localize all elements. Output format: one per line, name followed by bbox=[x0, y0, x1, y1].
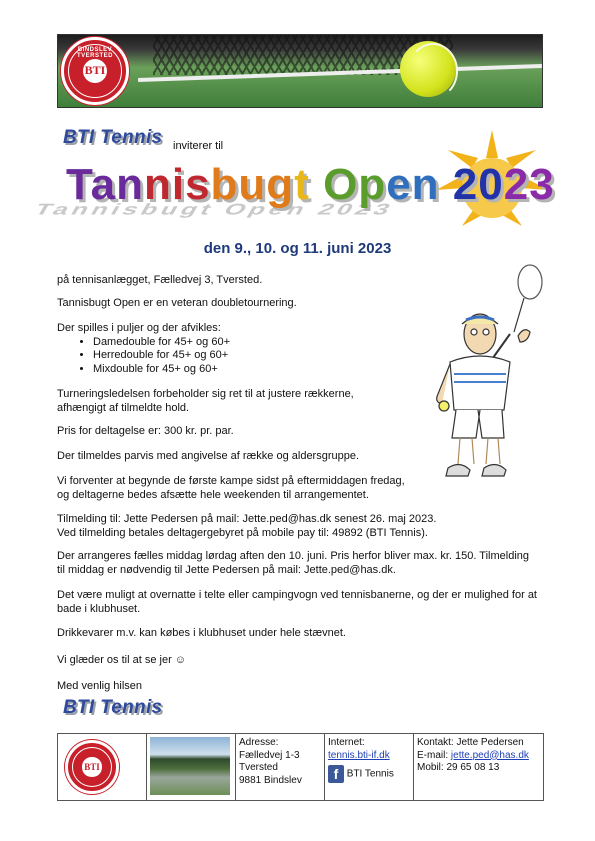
dinner-line: Der arrangeres fælles middag lørdag aften den 10. juni. Pris herfor bliver max. kr. 150. Tilmelding bbox=[57, 550, 529, 562]
title-part: t bbox=[294, 160, 324, 209]
event-date: den 9., 10. og 11. juni 2023 bbox=[203, 240, 392, 257]
venue-text: på tennisanlægget, Fælledvej 3, Tversted. bbox=[57, 274, 263, 286]
camping-line: Det være muligt at overnatte i telte eller campingvogn ved tennisbanerne, og der er mulighed for at bbox=[57, 589, 537, 601]
facebook-label: BTI Tennis bbox=[346, 768, 394, 780]
internet-label: Internet: bbox=[328, 737, 365, 748]
title-part: bug bbox=[210, 160, 295, 209]
address-label: Adresse: bbox=[239, 737, 279, 748]
signup-line: Ved tilmelding betales deltagergebyret på mobile pay til: 49892 (BTI Tennis). bbox=[57, 526, 428, 539]
regards-text: Med venlig hilsen bbox=[57, 680, 142, 692]
address-postcode: 9881 Bindslev bbox=[239, 774, 302, 786]
title-part: 23 bbox=[503, 160, 555, 209]
signup-pairs-text: Der tilmeldes parvis med angivelse af række og aldersgruppe. bbox=[57, 450, 360, 462]
reserve-line: Turneringsledelsen forbeholder sig ret til at justere rækkerne, bbox=[57, 388, 354, 400]
schedule-text bbox=[57, 475, 405, 502]
dinner-line: til middag er nødvendig til Jette Pedersen på mail: Jette.ped@has.dk. bbox=[57, 563, 396, 576]
reserve-text bbox=[57, 388, 354, 415]
category-item: • Mixdouble for 45+ og 60+ bbox=[93, 363, 230, 377]
title-part: Op bbox=[323, 160, 387, 209]
club-logo bbox=[61, 37, 129, 105]
drinks-text: Drikkevarer m.v. kan købes i klubhuset under hele stævnet. bbox=[57, 627, 346, 639]
footer-club-logo bbox=[65, 740, 119, 794]
contact-name: Kontakt: Jette Pedersen bbox=[417, 737, 524, 748]
footer-address-cell bbox=[236, 734, 325, 800]
footer-logo-cell bbox=[58, 734, 147, 800]
address-town: Tversted bbox=[239, 762, 278, 773]
title-part: 20 bbox=[452, 160, 504, 209]
categories-block bbox=[57, 322, 230, 376]
mobile-number: Mobil: 29 65 08 13 bbox=[417, 762, 500, 773]
camping-line: bade i klubhuset. bbox=[57, 602, 141, 615]
email-label: E-mail: bbox=[417, 749, 449, 761]
invites-text: inviterer til bbox=[173, 140, 224, 152]
title-part: nis bbox=[143, 160, 211, 209]
tennis-player-illustration bbox=[410, 262, 545, 492]
signup-text bbox=[57, 513, 436, 540]
tennis-ball-seam bbox=[408, 43, 458, 99]
footer-internet-cell bbox=[325, 734, 414, 800]
logo-ring-text: BINDSLEV TVERSTED bbox=[76, 47, 113, 59]
dinner-text bbox=[57, 550, 529, 577]
facebook-row[interactable] bbox=[328, 765, 410, 783]
footer-table bbox=[57, 733, 544, 801]
tennis-court-photo bbox=[150, 737, 230, 795]
schedule-line: og deltagerne bedes afsætte hele weekenden til arrangementet. bbox=[57, 488, 369, 501]
title-shadow: Tannisbugt Open 2023 bbox=[30, 200, 399, 219]
title-part: Tan bbox=[66, 160, 144, 209]
signup-line: Tilmelding til: Jette Pedersen på mail: Jette.ped@has.dk senest 26. maj 2023. bbox=[57, 513, 437, 525]
footer-photo-cell bbox=[147, 734, 236, 800]
looking-forward-text: Vi glæder os til at se jer ☺ bbox=[57, 654, 187, 666]
email-row bbox=[417, 750, 540, 763]
category-item: • Herredouble for 45+ og 60+ bbox=[93, 349, 230, 363]
club-name-heading: BTI Tennis bbox=[63, 127, 163, 148]
category-list bbox=[57, 336, 230, 377]
header-banner bbox=[57, 34, 543, 108]
title-part: en bbox=[386, 160, 453, 209]
website-link[interactable]: tennis.bti-if.dk bbox=[328, 749, 390, 761]
category-item: • Damedouble for 45+ og 60+ bbox=[93, 336, 230, 350]
intro-text: Tannisbugt Open er en veteran doubletournering. bbox=[57, 297, 297, 309]
facebook-icon[interactable]: f bbox=[328, 765, 344, 783]
camping-text bbox=[57, 589, 537, 616]
address-street: Fælledvej 1-3 bbox=[239, 749, 300, 761]
signature-logo: BTI Tennis bbox=[63, 697, 163, 718]
logo-initials: BTI bbox=[83, 59, 108, 84]
price-text: Pris for deltagelse er: 300 kr. pr. par. bbox=[57, 425, 234, 437]
footer-contact-cell bbox=[414, 734, 543, 800]
reserve-line: afhængigt af tilmeldte hold. bbox=[57, 401, 190, 414]
logo-initials: BTI bbox=[82, 757, 101, 776]
pools-intro: Der spilles i puljer og der afvikles: bbox=[57, 322, 221, 334]
event-title bbox=[66, 160, 555, 210]
schedule-line: Vi forventer at begynde de første kampe sidst på eftermiddagen fredag, bbox=[57, 475, 405, 487]
email-link[interactable]: jette.ped@has.dk bbox=[450, 749, 529, 761]
